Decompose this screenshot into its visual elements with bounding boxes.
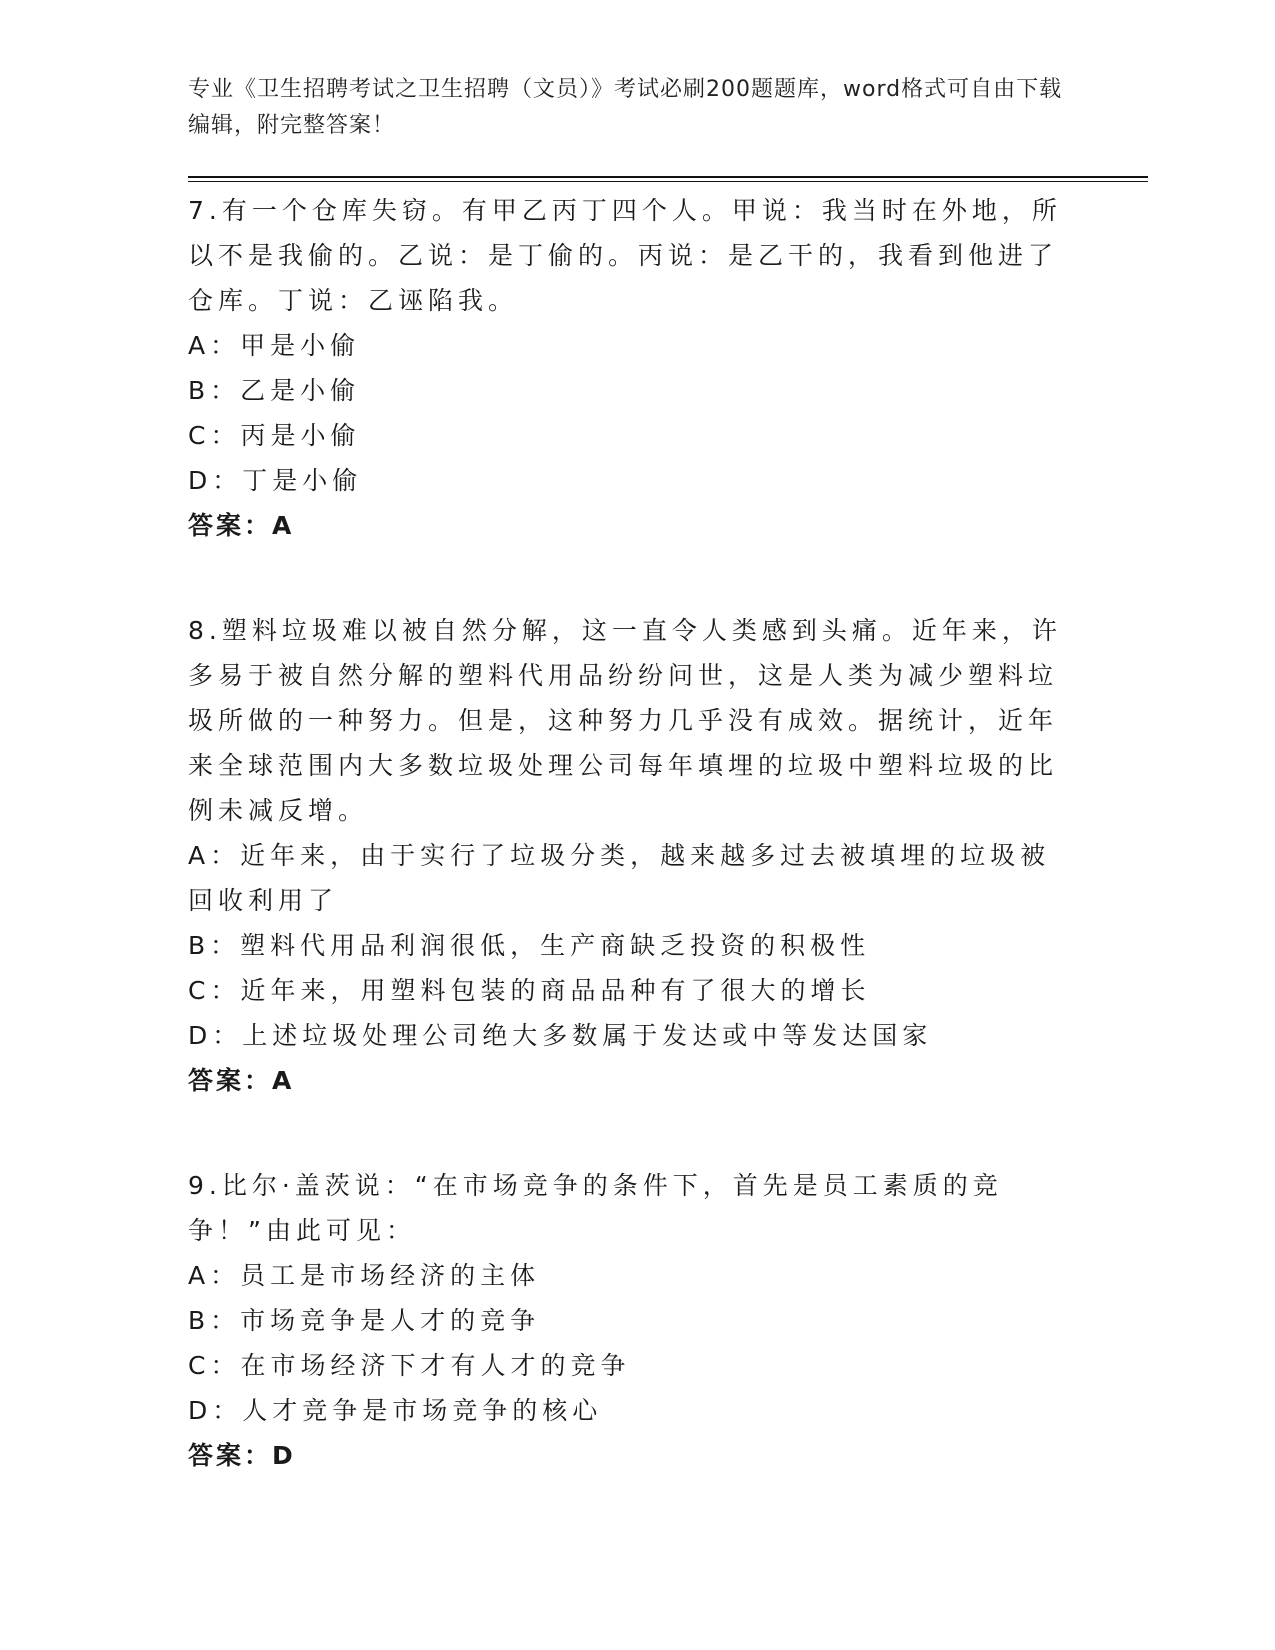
answer-line: 答案：A	[188, 1066, 295, 1095]
header-divider	[188, 176, 1148, 178]
option-b: B：塑料代用品利润很低，生产商缺乏投资的积极性	[188, 931, 871, 960]
question-stem: 8.塑料垃圾难以被自然分解，这一直令人类感到头痛。近年来，许多易于被自然分解的塑料代用品纷纷问世，这是人类为减少塑料垃圾所做的一种努力。但是，这种努力几乎没有成效。据统计，近年来全球范围内大多数垃圾处理公司每年填埋的垃圾中塑料垃圾的比例未减反增。	[188, 616, 1062, 825]
document-header: 专业《卫生招聘考试之卫生招聘（文员）》考试必刷200题题库，word格式可自由下载编辑，附完整答案！	[188, 77, 1063, 138]
option-c: C：近年来，用塑料包装的商品品种有了很大的增长	[188, 976, 871, 1005]
header-divider-thin	[188, 181, 1148, 182]
question-stem: 7.有一个仓库失窃。有甲乙丙丁四个人。甲说：我当时在外地，所以不是我偷的。乙说：是丁偷的。丙说：是乙干的，我看到他进了仓库。丁说：乙诬陷我。	[188, 196, 1062, 315]
answer-line: 答案：A	[188, 511, 295, 540]
option-b: B：乙是小偷	[188, 376, 361, 405]
option-c: C：在市场经济下才有人才的竞争	[188, 1351, 631, 1380]
option-a: A：近年来，由于实行了垃圾分类，越来越多过去被填埋的垃圾被回收利用了	[188, 841, 1051, 915]
option-a: A：甲是小偷	[188, 331, 361, 360]
option-b: B：市场竞争是人才的竞争	[188, 1306, 541, 1335]
option-d: D：丁是小偷	[188, 466, 363, 495]
question-9	[188, 1163, 1068, 1478]
question-8	[188, 608, 1068, 1103]
option-d: D：上述垃圾处理公司绝大多数属于发达或中等发达国家	[188, 1021, 933, 1050]
option-d: D：人才竞争是市场竞争的核心	[188, 1396, 603, 1425]
option-a: A：员工是市场经济的主体	[188, 1261, 541, 1290]
answer-line: 答案：D	[188, 1441, 296, 1470]
question-7	[188, 188, 1068, 548]
option-c: C：丙是小偷	[188, 421, 361, 450]
question-stem: 9.比尔·盖茨说：“在市场竞争的条件下，首先是员工素质的竞争！”由此可见：	[188, 1171, 1003, 1245]
question-list	[188, 188, 1068, 1538]
